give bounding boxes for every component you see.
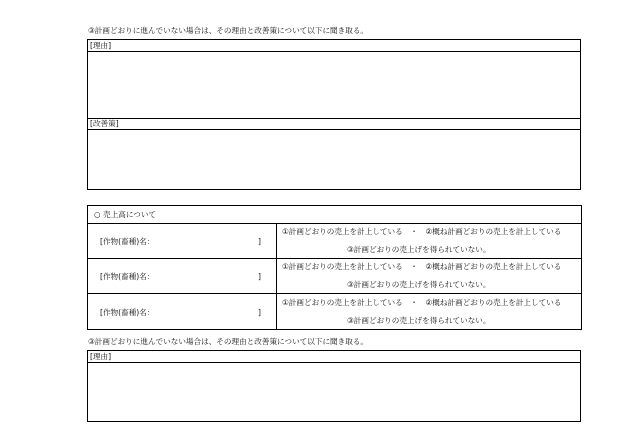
sales-table: [87, 205, 582, 330]
sales-option-line2: ③計画どおりの売上げを得られていない。: [347, 245, 491, 254]
reason-label: [理由]: [90, 41, 112, 50]
instruction-text-2: ③計画どおりに進んでいない場合は、その理由と改善策について以下に聞き取る。: [88, 337, 369, 346]
crop-name-label: [作物(畜種)名：: [100, 237, 155, 246]
table-row-divider: [88, 258, 581, 259]
sales-option-line1: ①計画どおりの売上を計上している ・ ②概ね計画どおりの売上を計上している: [282, 227, 562, 236]
crop-name-label: [作物(畜種)名：: [100, 308, 155, 317]
improvement-header-divider: [88, 129, 580, 130]
reason-box: [87, 350, 581, 422]
crop-name-close: ]: [258, 308, 261, 317]
crop-name-close: ]: [258, 237, 261, 246]
improvement-label: [改善策]: [90, 119, 119, 128]
sales-option-line2: ③計画どおりの売上げを得られていない。: [347, 280, 491, 289]
sales-option-line1: ①計画どおりの売上を計上している ・ ②概ね計画どおりの売上を計上している: [282, 262, 562, 271]
instruction-text-1: ③計画どおりに進んでいない場合は、その理由と改善策について以下に聞き取る。: [88, 26, 369, 35]
crop-name-label: [作物(畜種)名：: [100, 272, 155, 281]
reason-label: [理由]: [90, 352, 112, 361]
table-row-divider: [88, 293, 581, 294]
column-divider: [276, 223, 277, 329]
crop-name-close: ]: [258, 272, 261, 281]
sales-title: ○ 売上高について: [94, 210, 157, 219]
section-divider: [88, 118, 580, 119]
sales-option-line1: ①計画どおりの売上を計上している ・ ②概ね計画どおりの売上を計上している: [282, 298, 562, 307]
table-divider: [88, 223, 581, 224]
reason-improvement-box: [87, 39, 581, 190]
sales-option-line2: ③計画どおりの売上げを得られていない。: [347, 316, 491, 325]
reason-header-divider: [88, 51, 580, 52]
reason-header-divider: [88, 362, 580, 363]
